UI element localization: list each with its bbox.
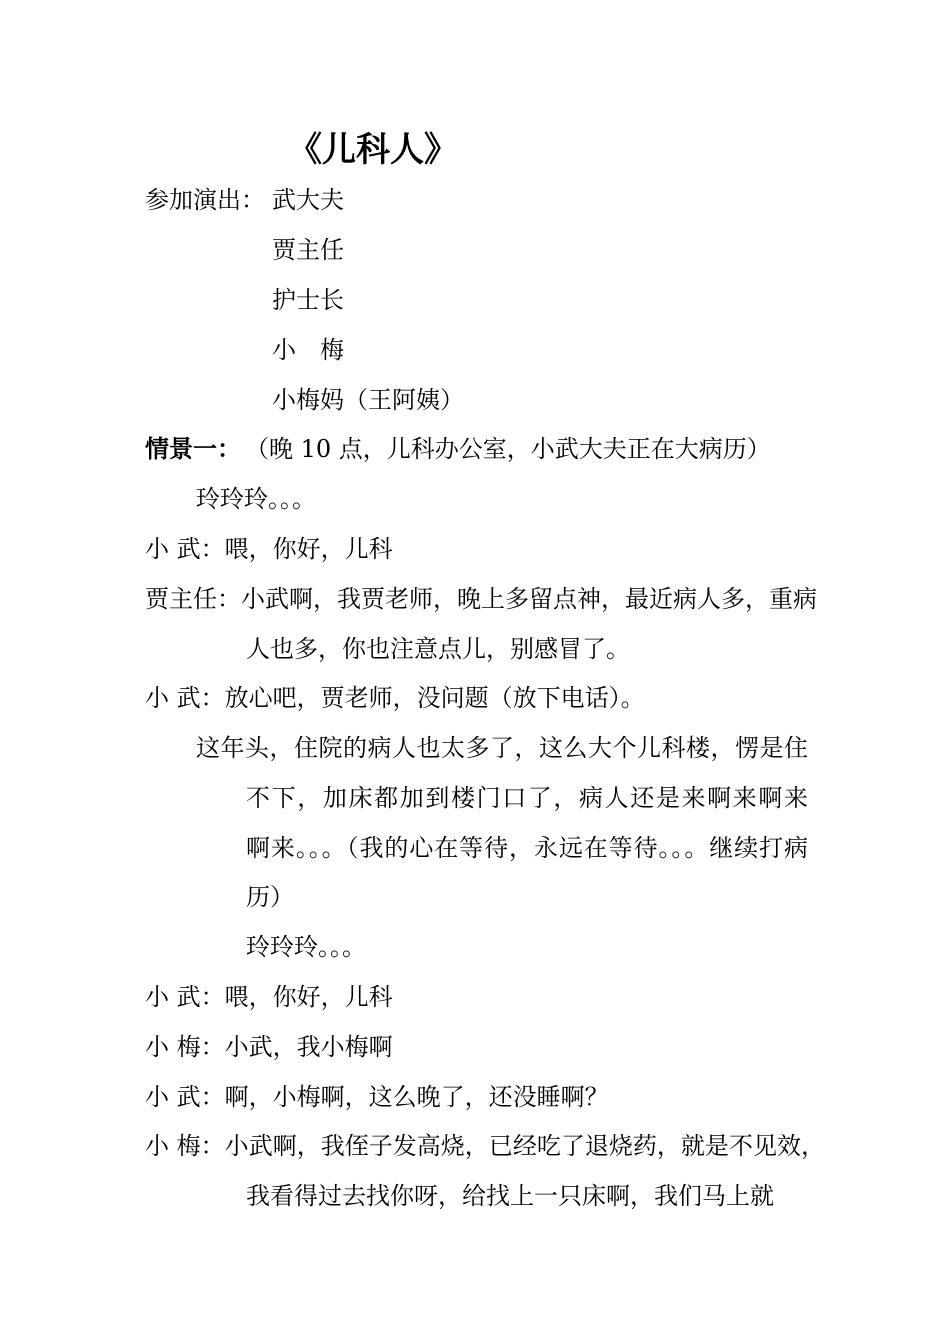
cast-label: 参加演出：: [145, 186, 265, 214]
dialogue-line: 啊来。。。（我的心在等待，永远在等待。。。继续打病: [246, 834, 808, 862]
dialogue-line: 小 梅：小武，我小梅啊: [145, 1033, 393, 1061]
cast-member: 小 梅: [272, 336, 344, 364]
dialogue-line: 小 武：喂，你好，儿科: [145, 535, 393, 563]
cast-member: 贾主任: [272, 236, 344, 264]
dialogue-line: 历）: [246, 883, 294, 911]
dialogue-line: 小 武：啊，小梅啊，这么晚了，还没睡啊？: [145, 1083, 609, 1111]
page-title: 《儿科人》: [288, 130, 458, 170]
dialogue-line: 我看得过去找你呀，给找上一只床啊，我们马上就: [246, 1182, 774, 1210]
dialogue-line: 玲玲玲。。。: [246, 933, 366, 961]
dialogue-line: 玲玲玲。。。: [196, 485, 316, 513]
dialogue-line: 这年头，住院的病人也太多了，这么大个儿科楼，愣是住: [196, 734, 808, 762]
cast-member: 小梅妈（王阿姨）: [272, 386, 464, 414]
dialogue-line: 人也多，你也注意点儿，别感冒了。: [246, 635, 630, 663]
dialogue-line: 小 武：喂，你好，儿科: [145, 983, 393, 1011]
dialogue-line: 不下，加床都加到楼门口了，病人还是来啊来啊来: [246, 784, 808, 812]
dialogue-line: 贾主任：小武啊，我贾老师，晚上多留点神，最近病人多，重病: [145, 585, 817, 613]
stage-direction: （晚 10 点，儿科办公室，小武大夫正在大病历）: [245, 435, 771, 463]
dialogue-line: 小 梅：小武啊，我侄子发高烧，已经吃了退烧药，就是不见效，: [145, 1132, 825, 1160]
scene-label: 情景一：: [145, 435, 241, 463]
dialogue-line: 小 武：放心吧，贾老师，没问题（放下电话）。: [145, 684, 645, 712]
cast-member: 护士长: [272, 286, 344, 314]
cast-member: 武大夫: [272, 186, 344, 214]
